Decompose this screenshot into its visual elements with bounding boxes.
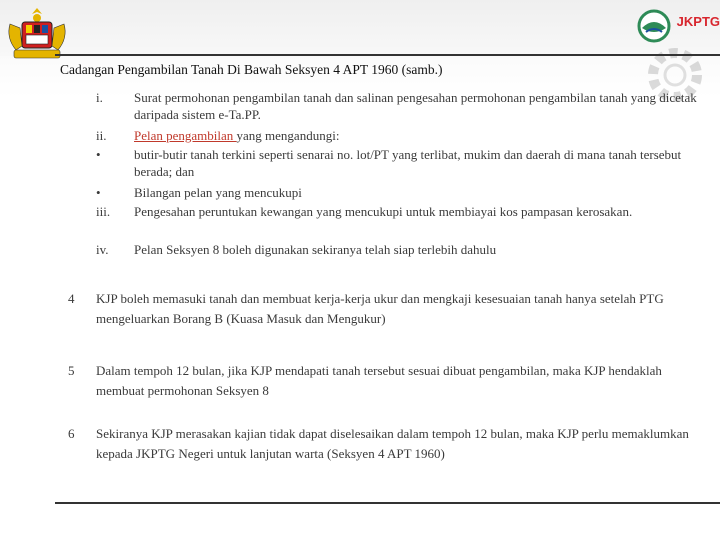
- page-title: Cadangan Pengambilan Tanah Di Bawah Seksyen 4 APT 1960 (samb.): [60, 62, 443, 77]
- item-number: 4: [68, 291, 75, 306]
- header-rule: [55, 54, 720, 56]
- item-number: 6: [68, 426, 75, 441]
- header-band: [0, 0, 720, 56]
- footer-rule: [55, 502, 720, 504]
- list-item-text: Pelan Seksyen 8 boleh digunakan sekiranya telah siap terlebih dahulu: [134, 242, 497, 257]
- plan-link[interactable]: Pelan pengambilan: [134, 128, 237, 143]
- list-item-text: Pengesahan peruntukan kewangan yang mencukupi untuk membiayai kos pampasan kerosakan.: [134, 204, 633, 219]
- bullet-marker: •: [96, 185, 101, 200]
- item-text: Sekiranya KJP merasakan kajian tidak dapat diselesaikan dalam tempoh 12 bulan, maka KJP perlu memaklumkan kepada JKPTG Negeri untuk lanjutan warta (Seksyen 4 APT 1960): [96, 426, 689, 461]
- list-item-text: butir-butir tanah terkini seperti senarai no. lot/PT yang terlibat, mukim dan daerah di mana tanah tersebut berada; dan: [134, 147, 682, 179]
- list-item-text: Bilangan pelan yang mencukupi: [134, 185, 302, 200]
- list-item-text: Pelan pengambilan yang mengandungi:: [134, 128, 340, 143]
- list-marker: iii.: [96, 204, 111, 219]
- bullet-marker: •: [96, 147, 101, 162]
- list-marker: ii.: [96, 128, 107, 143]
- item-text: KJP boleh memasuki tanah dan membuat kerja-kerja ukur dan mengkaji kesesuaian tanah hanya setelah PTG mengeluarkan Borang B (Kuasa Masuk dan Mengukur): [96, 291, 664, 326]
- item-number: 5: [68, 363, 75, 378]
- item-text: Dalam tempoh 12 bulan, jika KJP mendapati tanah tersebut sesuai dibuat pengambilan, maka KJP hendaklah membuat permohonan Seksyen 8: [96, 363, 662, 398]
- list-marker: iv.: [96, 242, 109, 257]
- logo-text: JKPTG: [676, 14, 720, 29]
- list-item-text: Surat permohonan pengambilan tanah dan salinan pengesahan permohonan pengambilan tanah yang dicetak daripada sistem e-Ta.PP.: [134, 90, 697, 122]
- list-marker: i.: [96, 90, 103, 105]
